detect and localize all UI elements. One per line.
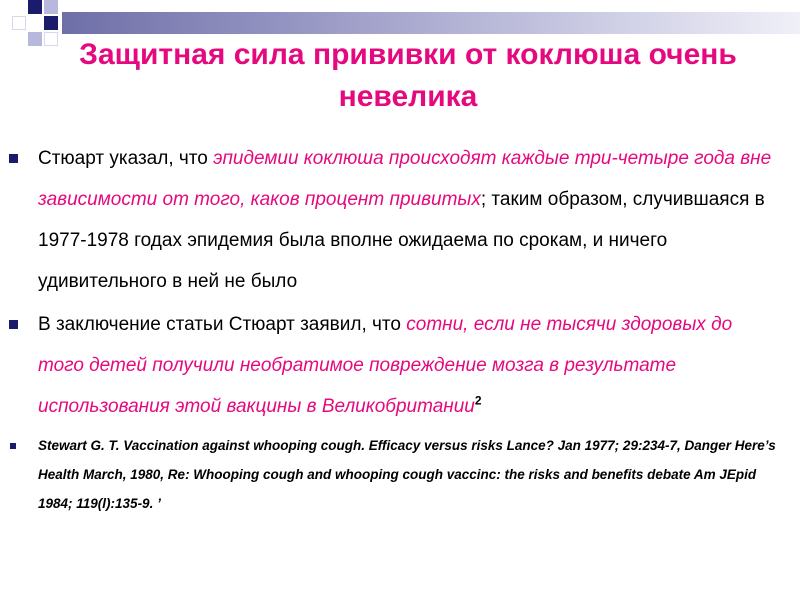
- bullet-text: ; таким образом, случившаяся в 1977-1978 годах эпидемия была вполне ожидаема по срокам, и ничего удивительного в ней не было: [38, 189, 765, 292]
- reference-citation: [0, 431, 800, 518]
- footnote-marker: 2: [474, 393, 482, 408]
- bullet-emphasis: сотни, если не тысячи здоровых до того детей получили необратимое повреждение мозга в результате использования этой вакцины в Великобритании: [38, 314, 733, 417]
- navy-square: [44, 16, 58, 30]
- bullet-text: В заключение статьи Стюарт заявил, что: [38, 314, 407, 335]
- slide-content: [0, 138, 800, 518]
- square-bullet-icon: [9, 154, 18, 163]
- bullet-point-1: [0, 138, 800, 302]
- bullet-emphasis: эпидемии коклюша происходят каждые три-четыре года вне зависимости от того, каков процент привитых: [38, 148, 772, 210]
- bullet-text: Стюарт указал, что: [38, 148, 214, 169]
- bullet-point-2: [0, 304, 800, 427]
- header-gradient-bar: [62, 12, 800, 34]
- navy-square: [28, 0, 42, 14]
- outline-square: [12, 16, 26, 30]
- lavender-square: [44, 0, 58, 14]
- square-bullet-icon: [10, 443, 16, 449]
- slide-title: Защитная сила прививки от коклюша очень невелика: [79, 38, 737, 113]
- reference-text: Stewart G. T. Vaccination against whooping cough. Efficacy versus risks Lance? Jan 1977; 29:234-7, Danger Here’s Health March, 1980, Re: Whooping cough and whooping cough vaccinc: the risks and benefits debate Am JEpid 1984; 119(l):135-9. ’: [38, 438, 776, 511]
- square-bullet-icon: [9, 320, 18, 329]
